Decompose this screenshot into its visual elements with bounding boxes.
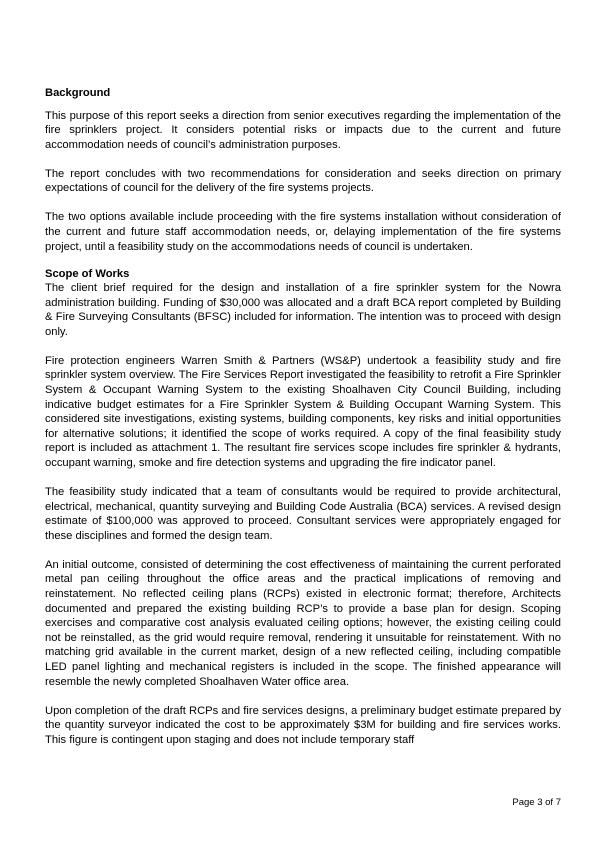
document-body bbox=[45, 86, 561, 762]
paragraph-background-2: The report concludes with two recommendations for consideration and seeks direction on primary expectations of council for the delivery of the fire systems projects. bbox=[45, 167, 561, 195]
paragraph-background-3: The two options available include proceeding with the fire systems installation without consideration of the current and future staff accommodation needs, or, delaying implementation of the fire systems project, until a feasibility study on the accommodations needs of council is undertaken. bbox=[45, 211, 561, 253]
paragraph-background-1: This purpose of this report seeks a direction from senior executives regarding the implementation of the fire sprinklers project. It considers potential risks or impacts due to the current and future accommodation needs of council’s administration purposes. bbox=[45, 109, 561, 151]
paragraph-scope-3: The feasibility study indicated that a team of consultants would be required to provide architectural, electrical, mechanical, quantity surveying and Building Code Australia (BCA) services. A revised design estimate of $100,000 was approved to proceed. Consultant services were appropriately engaged for these disciplines and formed the design team. bbox=[45, 486, 561, 542]
paragraph-scope-4: An initial outcome, consisted of determining the cost effectiveness of maintaining the current perforated metal pan ceiling throughout the office areas and the practical implications of removing and reinstatement. No reflected ceiling plans (RCPs) existed in electronic format; therefore, Architects documented and prepared the existing building RCP’s to provide a base plan for design. Scoping exercises and comparative cost analysis evaluated ceiling options; however, the existing ceiling could not be reinstalled, as the grid would require removal, rendering it unsuitable for reinstatement. With no matching grid available in the current market, design of a new reflected ceiling, including compatible LED panel lighting and mechanical registers is included in the scope. The finished appearance will resemble the newly completed Shoalhaven Water office area. bbox=[45, 558, 561, 688]
heading-background: Background bbox=[45, 87, 111, 99]
paragraph-scope-5: Upon completion of the draft RCPs and fire services designs, a preliminary budget estimate prepared by the quantity surveyor indicated the cost to be approximately $3M for building and fire services works. This figure is contingent upon staging and does not include temporary staff bbox=[45, 704, 561, 746]
paragraph-scope-2: Fire protection engineers Warren Smith & Partners (WS&P) undertook a feasibility study and fire sprinkler system overview. The Fire Services Report investigated the feasibility to retrofit a Fire Sprinkler System & Occupant Warning System to the existing Shoalhaven City Council Building, including indicative budget estimates for a Fire Sprinkler System & Building Occupant Warning System. This considered site investigations, existing systems, building components, key risks and initial opportunities for alternative solutions; it identified the scope of works required. A copy of the final feasibility study report is included as attachment 1. The resultant fire services scope includes fire sprinkler & hydrants, occupant warning, smoke and fire detection systems and upgrading the fire indicator panel. bbox=[45, 354, 561, 470]
paragraph-scope-1: The client brief required for the design and installation of a fire sprinkler system for the Nowra administration building. Funding of $30,000 was allocated and a draft BCA report completed by Building & Fire Surveying Consultants (BFSC) included for information. The intention was to proceed with design only. bbox=[45, 282, 561, 338]
page-number: Page 3 of 7 bbox=[512, 797, 561, 808]
heading-scope-of-works: Scope of Works bbox=[45, 267, 130, 280]
